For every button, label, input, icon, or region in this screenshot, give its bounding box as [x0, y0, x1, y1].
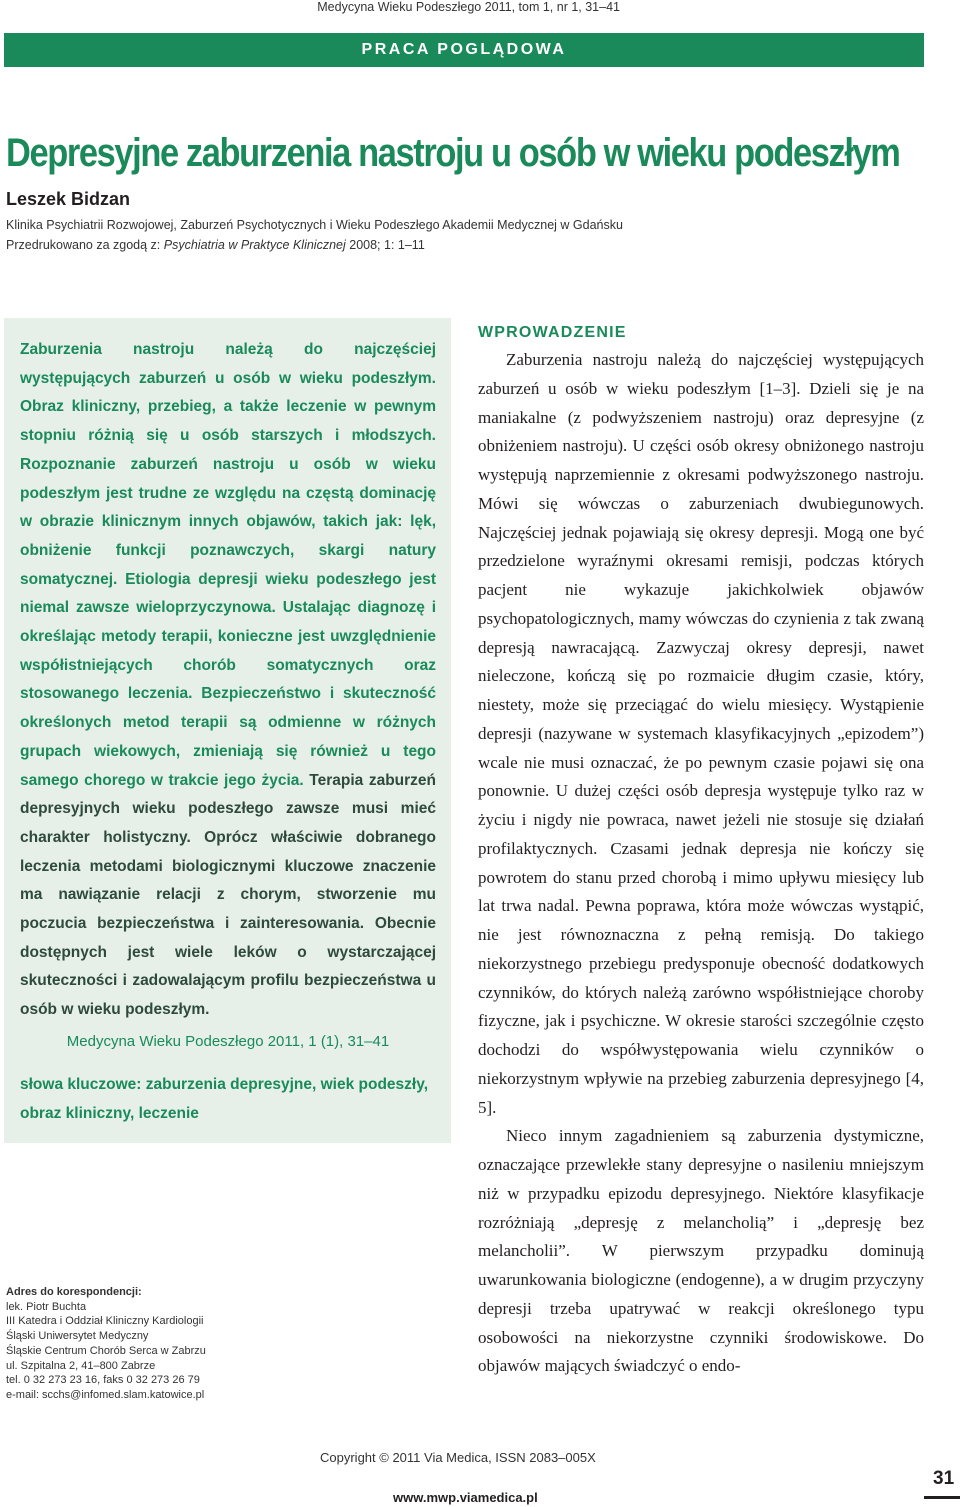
reprint-suffix: 2008; 1: 1–11 — [349, 238, 425, 252]
correspondence-line: Śląski Uniwersytet Medyczny — [6, 1330, 149, 1343]
reprint-source: Psychiatria w Praktyce Klinicznej — [163, 238, 346, 252]
correspondence-line: lek. Piotr Buchta — [6, 1300, 87, 1313]
keywords: słowa kluczowe: zaburzenia depresyjne, wiek podeszły, obraz kliniczny, leczenie — [20, 1076, 429, 1122]
running-head: Medycyna Wieku Podeszłego 2011, tom 1, nr 1, 31–41 — [317, 0, 620, 14]
journal-website: www.mwp.viamedica.pl — [393, 1490, 538, 1505]
abstract-part-2: Terapia zaburzeń depresyjnych wieku podeszłego zawsze musi mieć charakter holistyczny. Oprócz właściwie dobranego leczenia metodami biologicznymi kluczowe znaczenie ma nawiązanie relacji z chorym, stworzenie mu poczucia bezpieczeństwa i zainteresowania. Obecnie dostępnych jest wiele leków o wystarczającej skuteczności i zadowalającym profilu bezpieczeństwa u osób w wieku podeszłym. — [20, 771, 437, 1019]
section-heading: WPROWADZENIE — [478, 324, 627, 341]
reprint-prefix: Przedrukowano za zgodą z: — [6, 238, 161, 252]
page-number-rule — [924, 1496, 960, 1499]
copyright-notice: Copyright © 2011 Via Medica, ISSN 2083–005X — [320, 1450, 596, 1465]
page-number: 31 — [933, 1468, 955, 1489]
correspondence-line: III Katedra i Oddział Kliniczny Kardiologii — [6, 1315, 204, 1328]
correspondence-line: ul. Szpitalna 2, 41–800 Zabrze — [6, 1359, 156, 1372]
author-name: Leszek Bidzan — [6, 189, 131, 209]
abstract-part-1: Zaburzenia nastroju należą do najczęściej występujących zaburzeń u osób w wieku podeszłym. Obraz kliniczny, przebieg, a także leczenie w pewnym stopniu różnią się u osób starszych i młodszych. Rozpoznanie zaburzeń nastroju u osób w wieku podeszłym jest trudne ze względu na częstą dominację w obrazie klinicznym innych objawów, takich jak: lęk, obniżenie funkcji poznawczych, skargi natury somatycznej. Etiologia depresji wieku podeszłego jest niemal zawsze wieloprzyczynowa. Ustalając diagnozę i określając metody terapii, konieczne jest uwzględnienie współistniejących chorób somatycznych oraz stosowanego leczenia. Bezpieczeństwo i skuteczność określonych metod terapii są odmienne w różnych grupach wiekowych, zmieniają się również u tego samego chorego w trakcie jego życia. — [20, 341, 436, 789]
correspondence-email: e-mail: scchs@infomed.slam.katowice.pl — [6, 1388, 205, 1401]
correspondence-line: tel. 0 32 273 23 16, faks 0 32 273 26 79 — [6, 1374, 200, 1387]
affiliation: Klinika Psychiatrii Rozwojowej, Zaburzeń Psychotycznych i Wieku Podeszłego Akademii Medycznej w Gdańsku — [6, 218, 623, 232]
body-paragraph: Nieco innym zagadnieniem są zaburzenia dystymiczne, oznaczające przewlekłe stany depresyjne o nasileniu mniejszym niż w przypadku epizodu depresyjnego. Niektóre klasyfikacje rozróżniają „depresję z melancholią” i „depresję bez melancholii”. W pierwszym przypadku dominują uwarunkowania biologiczne (endogenne), a w drugim przyczyny depresji trzeba upatrywać w reakcji określonego typu osobowości na niekorzystne czynniki środowiskowe. Do objawów mających świadczyć o endo- — [478, 1126, 924, 1376]
abstract-text — [20, 336, 436, 1025]
introduction-column — [478, 322, 924, 1381]
abstract-citation: Medycyna Wieku Podeszłego 2011, 1 (1), 31–41 — [66, 1033, 390, 1050]
reprint-note — [6, 238, 425, 253]
section-band: PRACA POGLĄDOWA — [4, 33, 924, 67]
correspondence-block — [6, 1285, 306, 1403]
correspondence-label: Adres do korespondencji: — [6, 1286, 142, 1298]
article-title: Depresyjne zaburzenia nastroju u osób w wieku podeszłym — [6, 131, 900, 175]
body-paragraph: Zaburzenia nastroju należą do najczęściej występujących zaburzeń u osób w wieku podeszłym [1–3]. Dzieli się je na maniakalne (z podwyższeniem nastroju) oraz depresyjne (z obniżeniem nastroju). U części osób okresy obniżonego nastroju występują naprzemiennie z okresami podwyższonego nastroju. Mówi się wówczas o zaburzeniach dwubiegunowych. Najczęściej jednak pojawiają się okresy depresji. Mogą one być przedzielone wyraźnymi okresami remisji, podczas których pacjent nie wykazuje jakichkolwiek objawów psychopatologicznych, mamy wówczas do czynienia z tak zwaną depresją nawracającą. Zazwyczaj okresy depresji, nawet nieleczone, kończą się po rozmaicie długim czasie, który, niestety, może się przeciągać do wielu miesięcy. Wystąpienie depresji (nazywane w systemach klasyfikacyjnych „epizodem”) wcale nie musi oznaczać, że po pewnym czasie pojawi się ona ponownie. U dużej części osób depresja występuje tylko raz w życiu i nigdy nie powraca, nawet jeżeli nie stosuje się działań profilaktycznych. Czasami jednak depresja nie kończy się powrotem do stanu przed chorobą i mimo upływu miesięcy lub lat trwa nadal. Pewna poprawa, która może wówczas wystąpić, nie jest równoznaczna z pełną remisją. Do takiego niekorzystnego przebiegu predysponuje obecność dodatkowych czynników, do których należą zarówno współistniejące choroby fizyczne, jak i psychiczne. W okresie starości szczególnie często dochodzi do współwystępowania wielu czynników o niekorzystnym wpływie na przebieg zaburzenia depresyjnego [4, 5]. — [478, 350, 924, 1117]
correspondence-line: Śląskie Centrum Chorób Serca w Zabrzu — [6, 1344, 206, 1357]
